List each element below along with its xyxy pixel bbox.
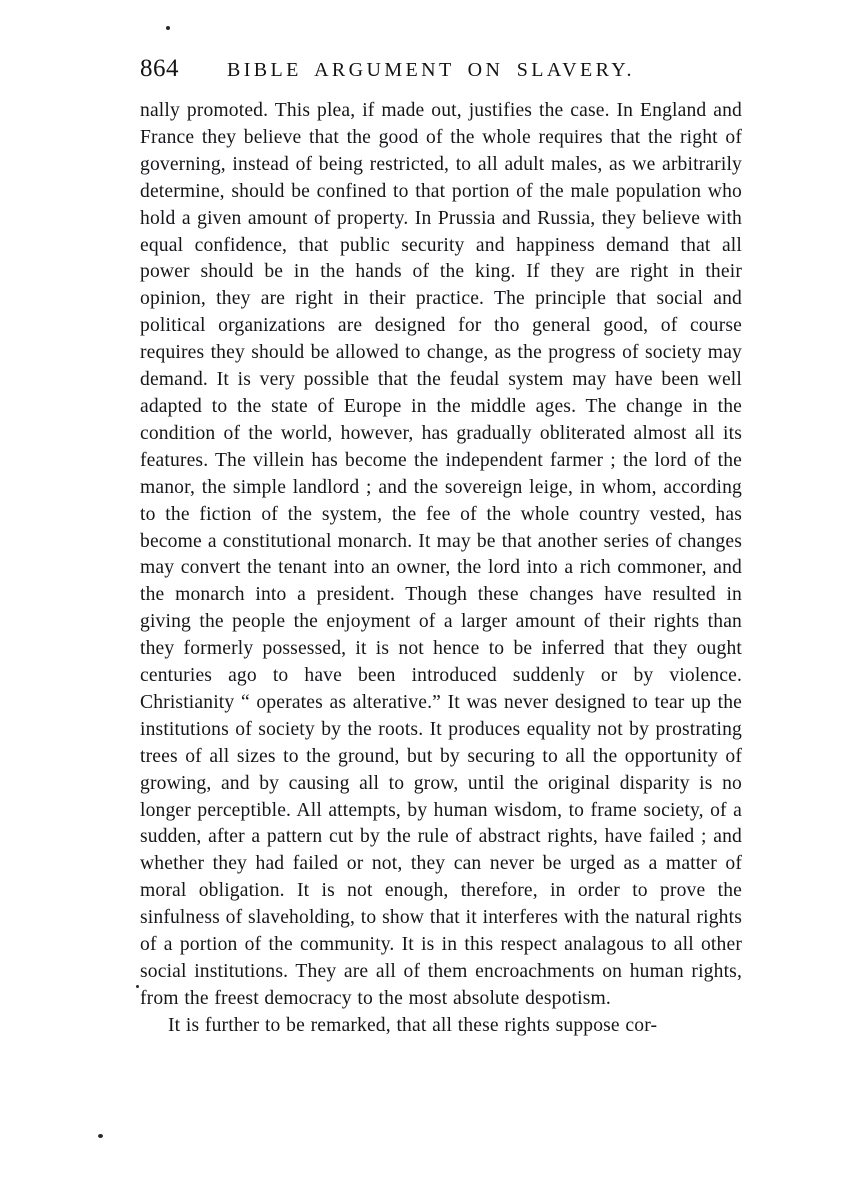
- running-head-title: BIBLE ARGUMENT ON SLAVERY.: [227, 59, 635, 81]
- page-speck-bottom: [98, 1134, 103, 1138]
- page-number: 864: [140, 55, 179, 82]
- page-speck-middle: [136, 985, 139, 988]
- paragraph-new: It is further to be remarked, that all these rights suppose cor-: [168, 1014, 658, 1036]
- running-head: [140, 55, 745, 83]
- page-body: [140, 98, 742, 1040]
- page-speck-top: [166, 26, 170, 30]
- paragraph-continuation: nally promoted. This plea, if made out, justifies the case. In England and France they believe that the good of the whole requires that the right of governing, instead of being restricted, to all adult males, as we arbitrarily determine, should be confined to that portion of the male population who hold a given amount of property. In Prussia and Russia, they believe with equal confidence, that public security and happiness demand that all power should be in the hands of the king. If they are right in their opinion, they are right in their practice. The principle that social and political organizations are designed for tho general good, of course requires they should be allowed to change, as the progress of society may demand. It is very possible that the feudal system may have been well adapted to the state of Europe in the middle ages. The change in the condition of the world, however, has gradually obliterated almost all its features. The villein has become the independent farmer ; the lord of the manor, the simple landlord ; and the sovereign leige, in whom, according to the fiction of the system, the fee of the whole country vested, has become a constitutional monarch. It may be that another series of changes may convert the tenant into an owner, the lord into a rich commoner, and the monarch into a president. Though these changes have resulted in giving the people the enjoyment of a larger amount of their rights than they formerly possessed, it is not hence to be inferred that they ought centuries ago to have been introduced suddenly or by violence. Christianity “ operates as alterative.” It was never designed to tear up the institutions of society by the roots. It produces equality not by prostrating trees of all sizes to the ground, but by securing to all the opportunity of growing, and by causing all to grow, until the original disparity is no longer perceptible. All attempts, by human wisdom, to frame society, of a sudden, after a pattern cut by the rule of abstract rights, have failed ; and whether they had failed or not, they can never be urged as a matter of moral obligation. It is not enough, therefore, in order to prove the sinfulness of slaveholding, to show that it interferes with the natural rights of a portion of the community. It is in this respect analagous to all other social institutions. They are all of them encroachments on human rights, from the freest democracy to the most absolute despotism.: [140, 100, 742, 1009]
